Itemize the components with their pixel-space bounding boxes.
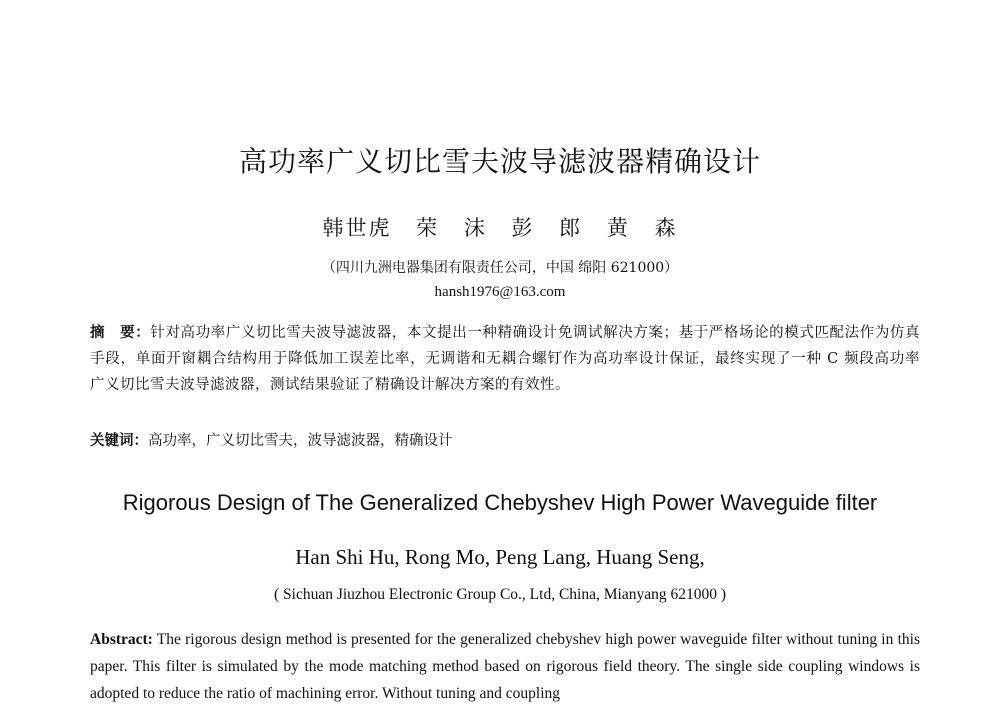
cn-abstract-label: 摘 要：: [90, 324, 151, 341]
cn-abstract: [90, 320, 920, 398]
cn-affiliation: （四川九洲电器集团有限责任公司，中国 绵阳 621000）: [321, 260, 679, 276]
cn-abstract-text: 针对高功率广义切比雪夫波导滤波器，本文提出一种精确设计免调试解决方案；基于严格场论的模式匹配法作为仿真手段，单面开窗耦合结构用于降低加工误差比率，无调谐和无耦合螺钉作为高功率设计保证，最终实现了一种 C 频段高功率广义切比雪夫波导滤波器，测试结果验证了精确设计解决方案的有效性。: [90, 325, 920, 393]
cn-keywords-text: 高功率，广义切比雪夫，波导滤波器，精确设计: [148, 433, 453, 449]
en-affiliation: ( Sichuan Jiuzhou Electronic Group Co., Ltd, China, Mianyang 621000 ): [273, 586, 726, 603]
cn-keywords: [90, 428, 920, 454]
en-title: Rigorous Design of The Generalized Chebyshev High Power Waveguide filter: [122, 490, 878, 515]
cn-keywords-label: 关键词：: [90, 432, 148, 449]
cn-authors: 韩世虎 荣 沫 彭 郎 黄 森: [322, 216, 678, 240]
en-abstract: [90, 626, 920, 707]
en-abstract-text: The rigorous design method is presented for the generalized chebyshev high power waveguide filter without tuning in this paper. This filter is simulated by the mode matching method based on rigorous field theory. The single side coupling windows is adopted to reduce the ratio of machining error. Without tuning and coupling: [90, 631, 920, 702]
author-email: hansh1976@163.com: [434, 284, 566, 300]
en-abstract-label: Abstract:: [90, 631, 153, 648]
cn-title: 高功率广义切比雪夫波导滤波器精确设计: [238, 145, 761, 178]
en-authors: Han Shi Hu, Rong Mo, Peng Lang, Huang Seng,: [295, 545, 705, 569]
